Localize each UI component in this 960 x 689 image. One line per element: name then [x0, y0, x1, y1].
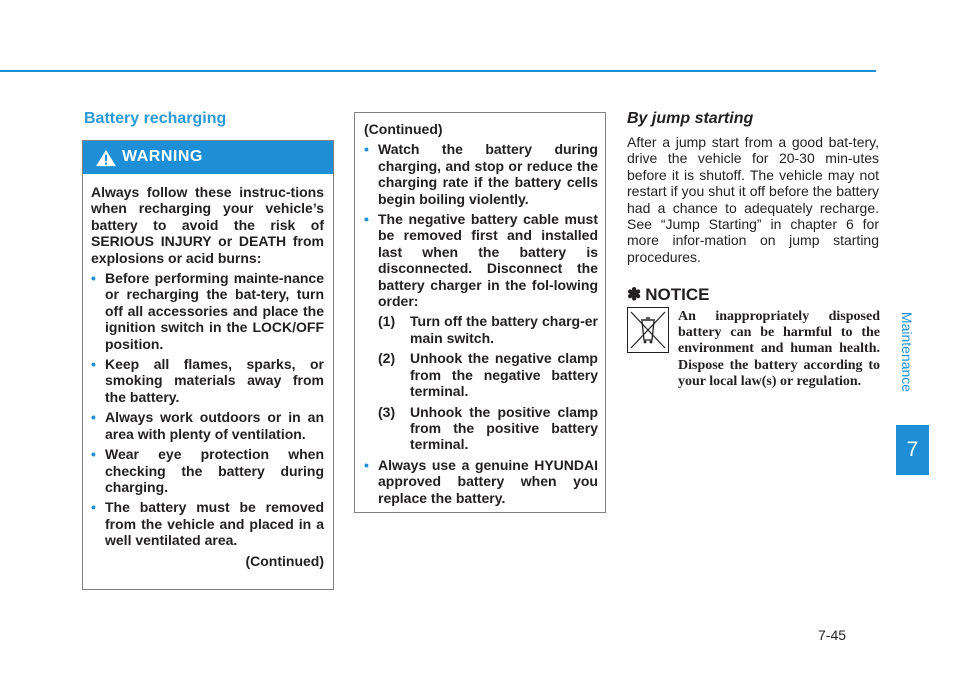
list-item: [91, 409, 324, 442]
crossed-bin-icon: [627, 307, 669, 353]
bullet-dot-icon: •: [91, 409, 96, 426]
notice-text: An inappropriately disposed battery can be harmful to the environment and human health. Dispose the battery according to your local law(s) or regulation.: [678, 309, 880, 389]
list-item: [364, 211, 598, 453]
jump-start-paragraph: After a jump start from a good bat-tery, drive the vehicle for 20-30 min-utes before it is shutoff. The vehicle may not restart if you shut it off before the battery had a chance to adequately recharge. See “Jump Starting” in chapter 6 for more infor-mation on jump starting procedures.: [627, 134, 879, 265]
notice-star-icon: ✽: [627, 285, 642, 304]
bullet-text: Wear eye protection when checking the battery during charging.: [105, 446, 324, 495]
step-item: [378, 313, 598, 346]
bullet-text: Before performing mainte-nance or recharging the bat-tery, turn off all accessories and place the ignition switch in the LOCK/OFF position.: [105, 270, 324, 352]
bullet-dot-icon: •: [91, 446, 96, 463]
warning-continued-box: [354, 112, 606, 513]
notice-heading: [627, 285, 709, 305]
bullet-dot-icon: •: [91, 356, 96, 373]
jump-start-title: By jump starting: [627, 110, 754, 127]
step-number: (1): [378, 313, 396, 330]
bullet-text: Watch the battery during charging, and stop or reduce the charging rate if the battery cells begin boiling violently.: [378, 141, 598, 207]
step-text: Unhook the positive clamp from the positive battery terminal.: [410, 403, 598, 453]
warning-intro: Always follow these instruc-tions when recharging your vehicle’s battery to avoid the risk of SERIOUS INJURY or DEATH from explosions or acid burns:: [91, 184, 324, 266]
side-tab-label: Maintenance: [899, 311, 916, 393]
warning-cont-bullet-list: [364, 141, 598, 506]
bullet-text: Always work outdoors or in an area with plenty of ventilation.: [105, 409, 324, 442]
list-item: [91, 356, 324, 405]
list-item: [91, 499, 324, 548]
warning-box: [82, 140, 334, 590]
step-text: Unhook the negative clamp from the negative battery terminal.: [410, 350, 598, 400]
bullet-text: Keep all flames, sparks, or smoking materials away from the battery.: [105, 356, 324, 405]
side-tab: [897, 282, 917, 422]
list-item: [364, 457, 598, 506]
step-number: (2): [378, 350, 396, 367]
bullet-dot-icon: •: [91, 499, 96, 516]
list-item: [364, 141, 598, 207]
step-number: (3): [378, 403, 396, 420]
chapter-number-box: [896, 425, 929, 475]
bullet-dot-icon: •: [91, 270, 96, 287]
continued-label: (Continued): [245, 552, 324, 569]
continued-label: (Continued): [364, 121, 443, 137]
bullet-text: The battery must be removed from the vehicle and placed in a well ventilated area.: [105, 499, 324, 549]
step-item: [378, 350, 598, 399]
top-rule: [0, 70, 876, 72]
disconnect-steps: [378, 313, 598, 452]
warning-header-label: WARNING: [122, 148, 203, 166]
bullet-dot-icon: •: [364, 456, 369, 473]
step-text: Turn off the battery charg-er main switch.: [410, 313, 598, 346]
list-item: [91, 446, 324, 495]
bullet-text: Always use a genuine HYUNDAI approved battery when you replace the battery.: [378, 456, 598, 506]
section-title: Battery recharging: [84, 110, 227, 127]
bullet-dot-icon: •: [364, 211, 369, 228]
notice-title: NOTICE: [645, 285, 710, 304]
step-item: [378, 404, 598, 453]
bullet-text: The negative battery cable must be removed first and installed last when the battery is disconnected. Disconnect the battery charger in the fol-lowing order:: [378, 211, 598, 310]
warning-bullet-list: [91, 270, 324, 549]
warning-triangle-icon: [94, 149, 118, 167]
chapter-number: 7: [906, 438, 919, 461]
bullet-dot-icon: •: [364, 141, 369, 158]
warning-header: [83, 141, 333, 174]
list-item: [91, 270, 324, 352]
page-number: 7-45: [818, 627, 847, 643]
